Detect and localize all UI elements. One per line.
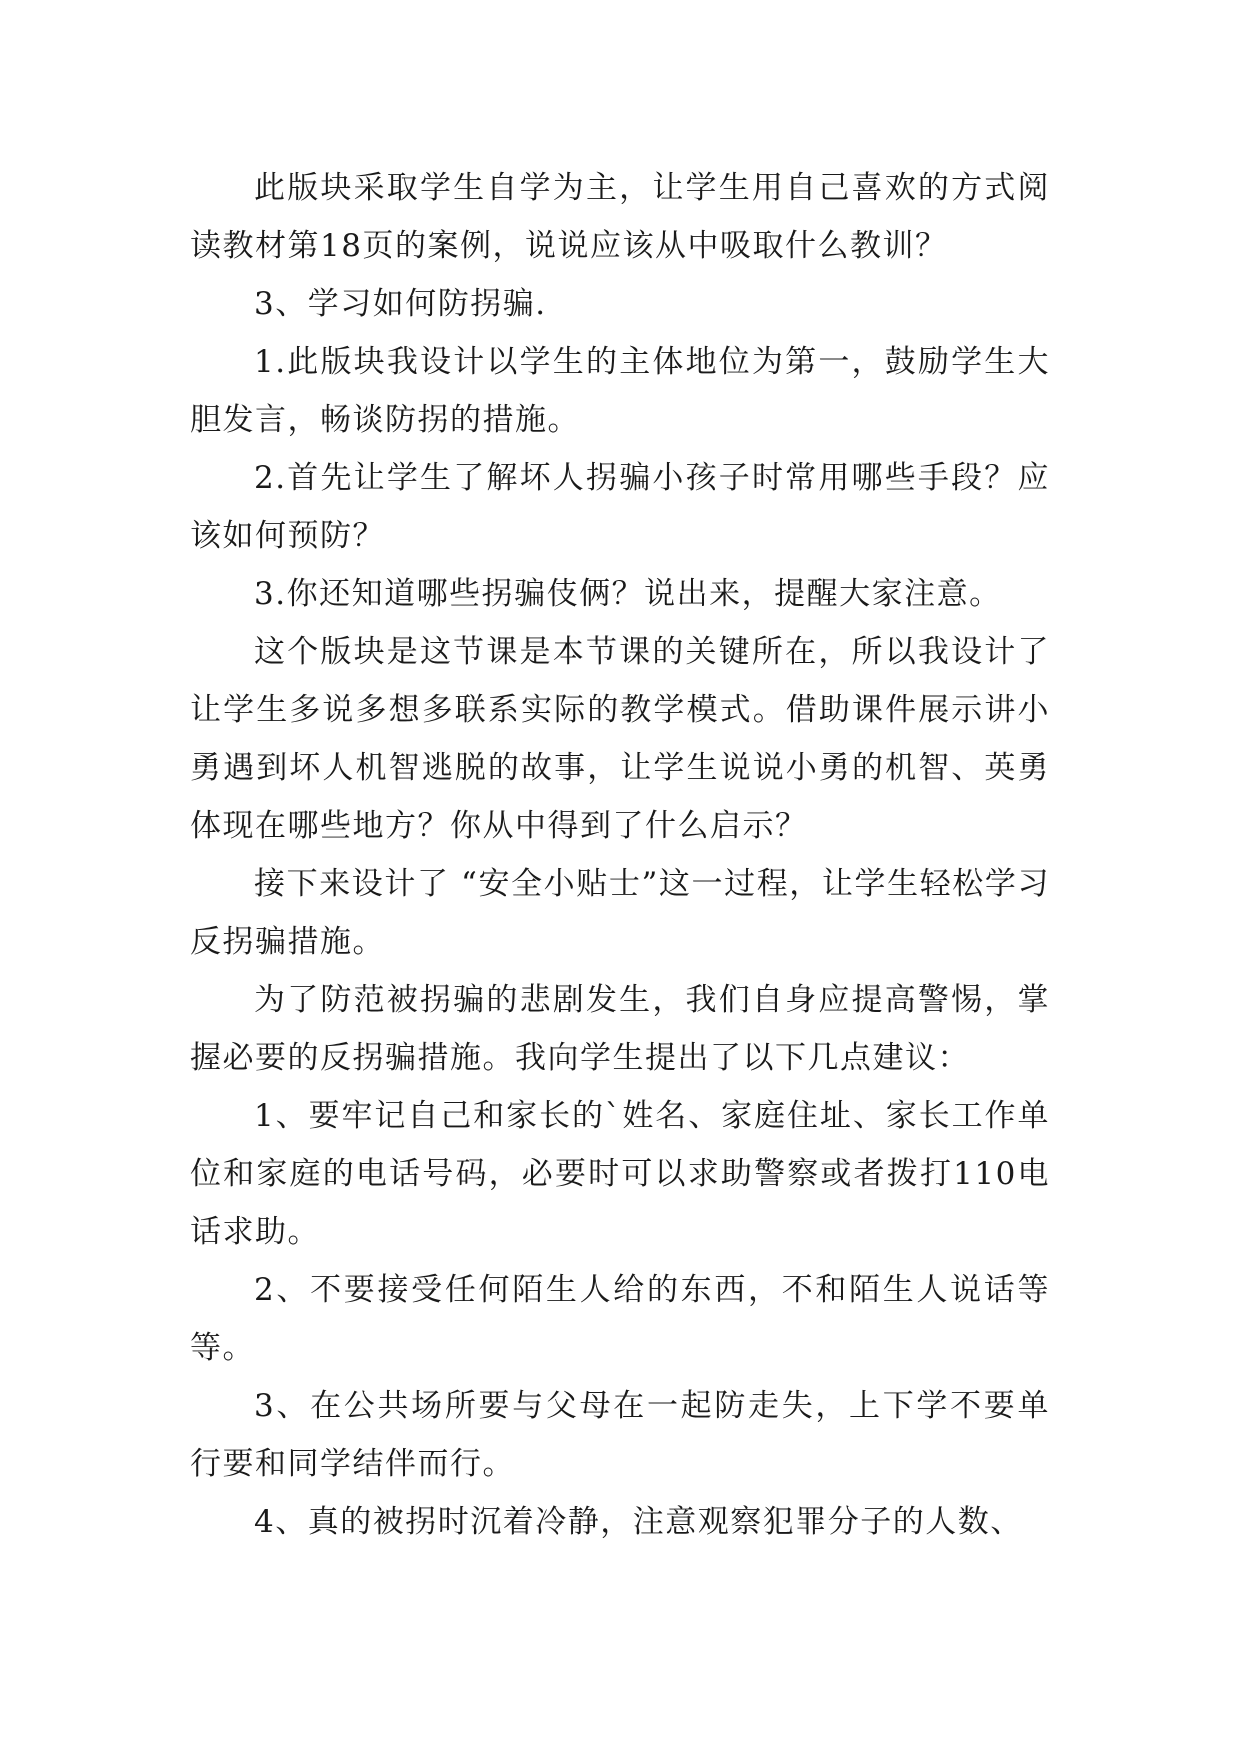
paragraph-advice-4: 4、真的被拐时沉着冷静，注意观察犯罪分子的人数、 — [254, 1504, 1023, 1540]
paragraph-point-2: 2.首先让学生了解坏人拐骗小孩子时常用哪些手段？应该如何预防？ — [190, 460, 1050, 554]
paragraph-key-section: 这个版块是这节课是本节课的关键所在，所以我设计了让学生多说多想多联系实际的教学模式。借助课件展示讲小勇遇到坏人机智逃脱的故事，让学生说说小勇的机智、英勇体现在哪些地方？你从中得到了什么启示？ — [190, 634, 1050, 844]
paragraph-prevention: 为了防范被拐骗的悲剧发生，我们自身应提高警惕，掌握必要的反拐骗措施。我向学生提出了以下几点建议： — [190, 982, 1050, 1076]
paragraph-section-heading: 3、学习如何防拐骗. — [254, 286, 547, 322]
paragraph-advice-1: 1、要牢记自己和家长的`姓名、家庭住址、家长工作单位和家庭的电话号码，必要时可以求助警察或者拨打110电话求助。 — [190, 1098, 1050, 1250]
paragraph-advice-3: 3、在公共场所要与父母在一起防走失，上下学不要单行要和同学结伴而行。 — [190, 1388, 1050, 1482]
document-body — [190, 159, 1050, 1551]
paragraph-point-1: 1.此版块我设计以学生的主体地位为第一，鼓励学生大胆发言，畅谈防拐的措施。 — [190, 344, 1050, 438]
paragraph-advice-2: 2、不要接受任何陌生人给的东西，不和陌生人说话等等。 — [190, 1272, 1050, 1366]
paragraph-point-3: 3.你还知道哪些拐骗伎俩？说出来，提醒大家注意。 — [254, 576, 1002, 612]
paragraph-safety-tips: 接下来设计了 “安全小贴士”这一过程，让学生轻松学习反拐骗措施。 — [190, 866, 1050, 960]
paragraph-self-study: 此版块采取学生自学为主，让学生用自己喜欢的方式阅读教材第18页的案例，说说应该从中吸取什么教训？ — [190, 170, 1050, 264]
